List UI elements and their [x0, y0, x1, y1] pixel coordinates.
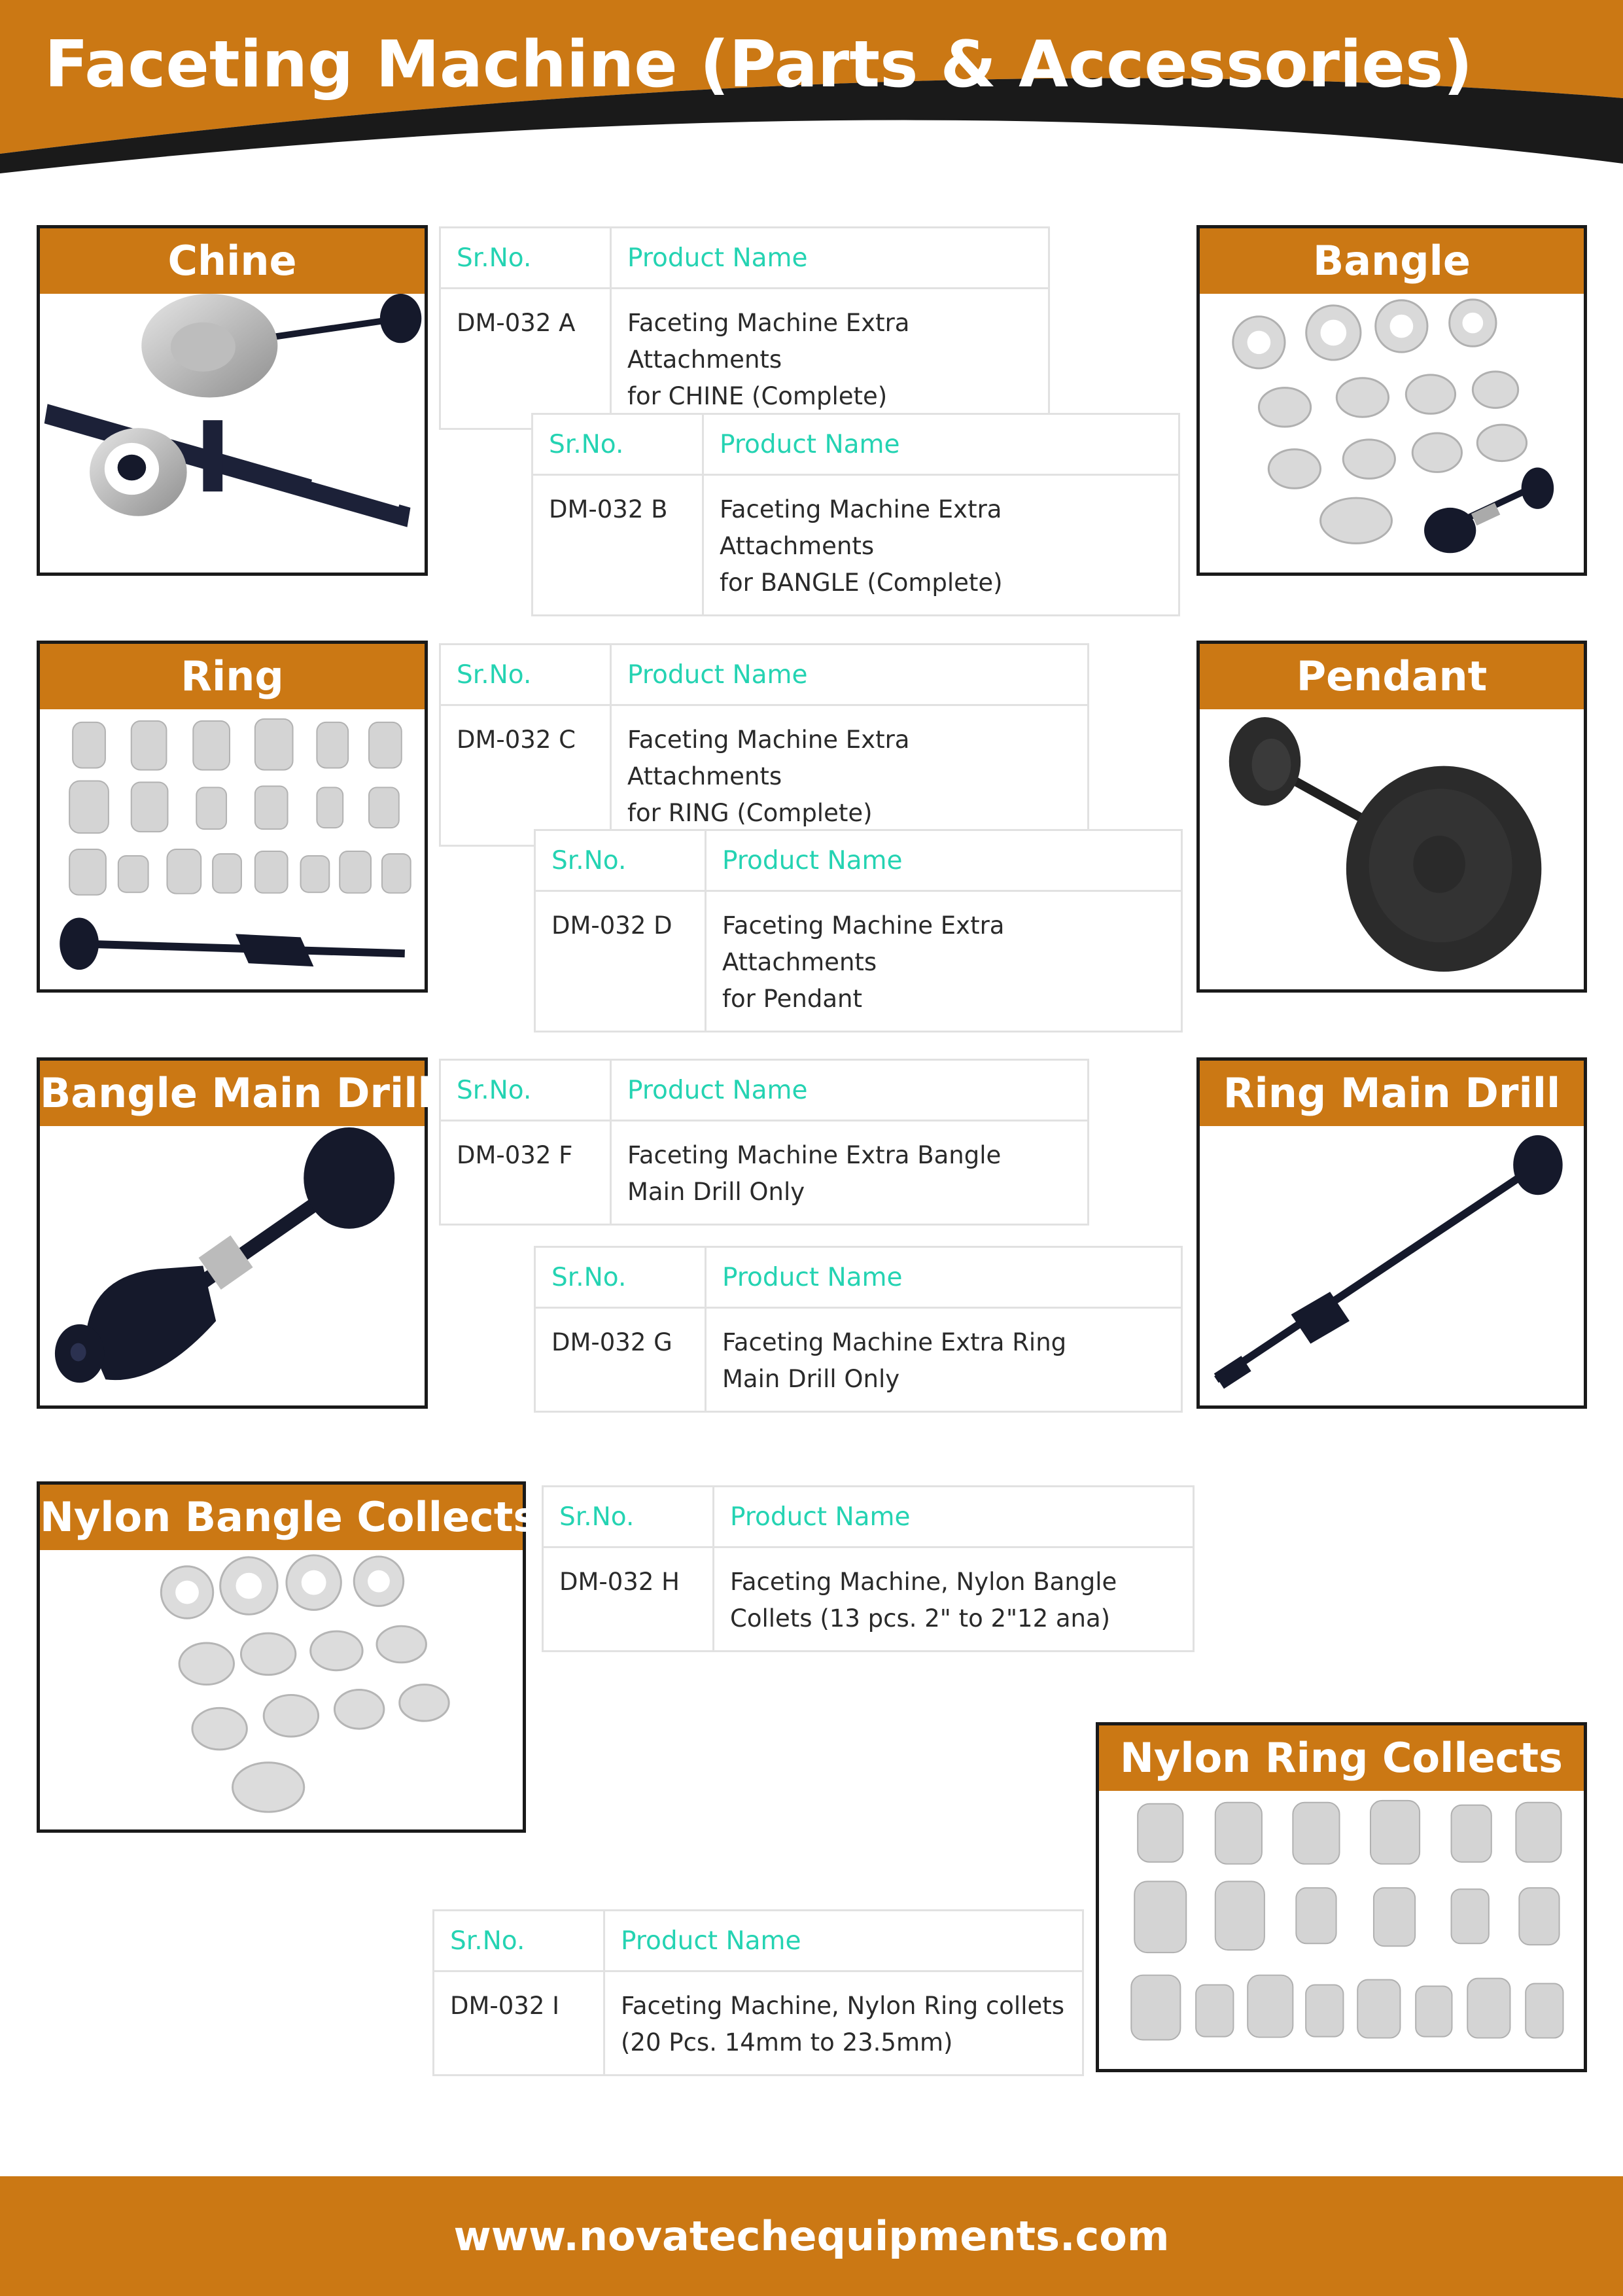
- card-title-ring-main-drill: Ring Main Drill: [1200, 1061, 1584, 1126]
- product-name-cell: [604, 1971, 1083, 2075]
- card-title-ring: Ring: [40, 644, 425, 709]
- sr-no-cell: DM-032 G: [535, 1308, 706, 1412]
- table-header-sr-no: Sr.No.: [440, 228, 611, 289]
- table-row: [440, 705, 1089, 846]
- ring-collets-image: [40, 709, 425, 989]
- sr-no-cell: DM-032 C: [440, 705, 611, 846]
- table-header-sr-no: Sr.No.: [543, 1487, 714, 1547]
- table-row: [434, 1971, 1083, 2075]
- product-table-dm-032-h: [542, 1485, 1195, 1652]
- card-title-nylon-ring-collects: Nylon Ring Collects: [1099, 1725, 1584, 1791]
- bangle-main-drill-image: [40, 1126, 425, 1405]
- table-header-sr-no: Sr.No.: [440, 1060, 611, 1121]
- product-name-cell: [706, 891, 1182, 1032]
- table-header-sr-no: Sr.No.: [535, 1247, 706, 1308]
- ring-main-drill-image: [1200, 1126, 1584, 1405]
- table-header-product-name: Product Name: [611, 645, 1089, 705]
- table-header-product-name: Product Name: [604, 1911, 1083, 1971]
- sr-no-cell: DM-032 F: [440, 1121, 611, 1225]
- product-table-dm-032-d: [534, 829, 1183, 1033]
- table-header-sr-no: Sr.No.: [535, 830, 706, 891]
- table-header-product-name: Product Name: [611, 228, 1049, 289]
- card-title-bangle: Bangle: [1200, 228, 1584, 294]
- table-row: [535, 891, 1182, 1032]
- table-row: [543, 1547, 1194, 1651]
- product-name-line-1: Faceting Machine Extra Attachments: [627, 309, 910, 374]
- card-title-chine: Chine: [40, 228, 425, 294]
- product-name-line-2: for CHINE (Complete): [627, 382, 888, 410]
- product-name-line-1: Faceting Machine Extra Attachments: [720, 495, 1002, 560]
- product-name-line-1: Faceting Machine Extra Attachments: [627, 726, 910, 790]
- product-name-line-1: Faceting Machine, Nylon Ring collets: [621, 1992, 1065, 2020]
- product-name-line-2: Main Drill Only: [627, 1178, 805, 1206]
- product-name-line-1: Faceting Machine, Nylon Bangle: [730, 1568, 1117, 1596]
- product-name-line-2: for Pendant: [722, 985, 862, 1013]
- sr-no-cell: DM-032 A: [440, 289, 611, 429]
- product-name-line-1: Faceting Machine Extra Attachments: [722, 911, 1005, 976]
- table-header-sr-no: Sr.No.: [434, 1911, 604, 1971]
- card-title-pendant: Pendant: [1200, 644, 1584, 709]
- sr-no-cell: DM-032 D: [535, 891, 706, 1032]
- product-table-dm-032-i: [432, 1909, 1084, 2076]
- product-table-dm-032-b: [531, 413, 1180, 616]
- table-header-product-name: Product Name: [714, 1487, 1194, 1547]
- card-title-bangle-main-drill: Bangle Main Drill: [40, 1061, 425, 1126]
- sr-no-cell: DM-032 H: [543, 1547, 714, 1651]
- page-footer: [0, 2176, 1623, 2296]
- product-table-dm-032-g: [534, 1246, 1183, 1413]
- page-title: Faceting Machine (Parts & Accessories): [44, 27, 1473, 102]
- product-name-cell: [611, 705, 1089, 846]
- table-row: [440, 1121, 1089, 1225]
- card-ring: [37, 641, 428, 993]
- card-nylon-bangle-collects: [37, 1481, 538, 1833]
- table-header-product-name: Product Name: [611, 1060, 1089, 1121]
- sr-no-cell: DM-032 B: [532, 475, 703, 616]
- chine-attachment-image: [40, 294, 425, 573]
- product-name-line-2: (20 Pcs. 14mm to 23.5mm): [621, 2028, 953, 2057]
- nylon-bangle-collets-image: [40, 1550, 523, 1829]
- page-header: [0, 0, 1623, 177]
- pendant-attachment-image: [1200, 709, 1584, 989]
- product-table-dm-032-f: [439, 1059, 1089, 1226]
- card-title-nylon-bangle-collects: Nylon Bangle Collects: [40, 1485, 523, 1550]
- product-name-line-1: Faceting Machine Extra Bangle: [627, 1141, 1002, 1169]
- sr-no-cell: DM-032 I: [434, 1971, 604, 2075]
- nylon-ring-collets-image: [1099, 1791, 1584, 2069]
- table-row: [535, 1308, 1182, 1412]
- table-header-sr-no: Sr.No.: [440, 645, 611, 705]
- product-table-dm-032-a: [439, 226, 1050, 430]
- table-row: [532, 475, 1179, 616]
- product-name-line-2: for RING (Complete): [627, 799, 873, 827]
- table-header-product-name: Product Name: [706, 830, 1182, 891]
- product-name-cell: [703, 475, 1179, 616]
- table-header-product-name: Product Name: [706, 1247, 1182, 1308]
- card-pendant: [1196, 641, 1587, 993]
- card-ring-main-drill: [1196, 1057, 1587, 1409]
- card-bangle: [1196, 225, 1587, 576]
- table-row: [440, 289, 1049, 429]
- product-name-cell: [714, 1547, 1194, 1651]
- card-chine: [37, 225, 428, 576]
- product-name-cell: [611, 289, 1049, 429]
- card-bangle-main-drill: [37, 1057, 432, 1409]
- product-name-line-2: Main Drill Only: [722, 1365, 900, 1393]
- website-link[interactable]: www.novatechequipments.com: [453, 2212, 1170, 2260]
- bangle-collets-image: [1200, 294, 1584, 573]
- table-header-sr-no: Sr.No.: [532, 414, 703, 475]
- table-header-product-name: Product Name: [703, 414, 1179, 475]
- product-name-cell: [706, 1308, 1182, 1412]
- product-name-line-2: Collets (13 pcs. 2" to 2"12 ana): [730, 1604, 1111, 1633]
- card-nylon-ring-collects: [1096, 1722, 1587, 2072]
- product-name-cell: [611, 1121, 1089, 1225]
- product-name-line-2: for BANGLE (Complete): [720, 569, 1003, 597]
- product-table-dm-032-c: [439, 643, 1089, 847]
- product-name-line-1: Faceting Machine Extra Ring: [722, 1328, 1067, 1356]
